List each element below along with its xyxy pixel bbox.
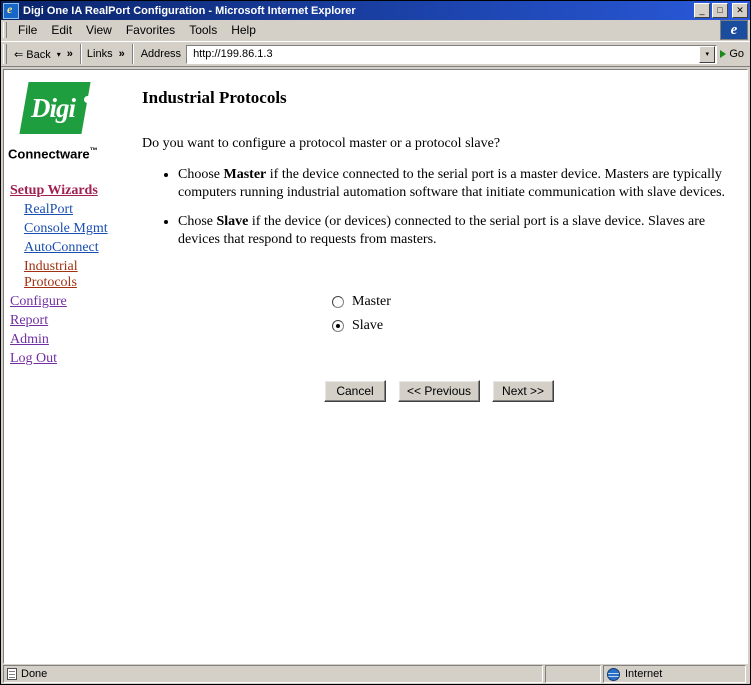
bullet-2-lead: Chose xyxy=(178,213,217,229)
menu-item-view[interactable]: View xyxy=(86,23,112,37)
protocol-role-radio-group xyxy=(142,294,733,334)
radio-master-label: Master xyxy=(352,293,391,309)
window-controls xyxy=(694,3,748,18)
go-button[interactable] xyxy=(718,48,750,60)
security-zone-pane xyxy=(603,665,746,683)
radio-option-slave[interactable] xyxy=(332,318,733,334)
list-item xyxy=(178,213,733,250)
wizard-buttons xyxy=(142,380,733,402)
bullet-1-rest: if the device connected to the serial port is a master device. Masters are typically computers running industrial automation software that initiate communication with slave devices. xyxy=(178,167,726,201)
back-button[interactable] xyxy=(10,46,55,63)
ie-logo-icon xyxy=(720,20,748,40)
document-icon xyxy=(7,668,17,680)
cancel-button[interactable]: Cancel xyxy=(324,380,386,402)
bullet-1-bold: Master xyxy=(223,167,267,182)
status-bar xyxy=(1,664,750,684)
radio-option-master[interactable] xyxy=(332,294,733,310)
toolbar-separator-2 xyxy=(132,44,134,64)
sidebar-item-autoconnect[interactable]: AutoConnect xyxy=(24,240,99,256)
go-arrow-icon xyxy=(720,50,726,58)
toolbar-overflow-chevron-icon[interactable]: » xyxy=(66,48,73,60)
toolbar-separator xyxy=(80,44,82,64)
page-title: Industrial Protocols xyxy=(142,88,287,107)
close-button[interactable]: ✕ xyxy=(732,3,748,18)
web-page xyxy=(3,69,748,664)
status-message: Done xyxy=(21,668,48,680)
sidebar-item-report[interactable]: Report xyxy=(10,313,49,329)
menu-item-tools[interactable]: Tools xyxy=(189,23,218,37)
address-label: Address xyxy=(137,48,186,60)
digi-logo xyxy=(24,82,94,140)
sidebar-item-setup-wizards[interactable]: Setup Wizards xyxy=(10,183,98,199)
title-bar xyxy=(1,1,750,20)
security-zone-label: Internet xyxy=(625,668,663,680)
brand-label: Connectware xyxy=(8,146,90,162)
explanation-list xyxy=(160,166,733,250)
menu-bar xyxy=(1,20,750,41)
sidebar-nav xyxy=(8,183,134,367)
list-item xyxy=(178,166,733,203)
menu-item-edit[interactable]: Edit xyxy=(51,23,73,37)
radio-slave-input[interactable] xyxy=(332,320,344,332)
next-button[interactable]: Next >> xyxy=(492,380,554,402)
bullet-2-bold: Slave xyxy=(216,213,249,229)
previous-button[interactable]: << Previous xyxy=(398,380,480,402)
status-message-pane xyxy=(3,665,543,683)
page-question: Do you want to configure a protocol master or a protocol slave? xyxy=(142,136,501,151)
sidebar-item-admin[interactable]: Admin xyxy=(10,332,49,348)
sidebar-item-log-out[interactable]: Log Out xyxy=(10,351,58,367)
logo-wordmark: Digi xyxy=(31,93,76,123)
sidebar-item-console-mgmt[interactable]: Console Mgmt xyxy=(24,221,108,237)
globe-icon xyxy=(607,668,620,681)
menu-grip[interactable] xyxy=(3,22,7,38)
back-button-label: Back xyxy=(26,48,51,61)
trademark-symbol: ™ xyxy=(89,146,98,155)
go-button-label: Go xyxy=(729,48,744,60)
minimize-button[interactable]: _ xyxy=(694,3,710,18)
radio-master-input[interactable] xyxy=(332,296,344,308)
menu-item-help[interactable]: Help xyxy=(231,23,256,37)
status-blank-pane xyxy=(545,665,601,683)
menu-item-file[interactable]: File xyxy=(18,23,38,37)
sidebar xyxy=(4,70,134,663)
menu-item-favorites[interactable]: Favorites xyxy=(125,23,176,37)
bullet-2-rest: if the device (or devices) connected to the serial port is a slave device. Slaves are devices that respond to requests from masters. xyxy=(178,213,706,248)
back-arrow-icon: ⇐ xyxy=(14,48,24,61)
radio-slave-label: Slave xyxy=(352,317,384,333)
address-dropdown-icon[interactable]: ▾ xyxy=(699,46,715,63)
ie-app-icon xyxy=(3,3,19,19)
address-input[interactable]: http://199.86.1.3 xyxy=(193,48,273,60)
main-content xyxy=(134,70,747,663)
window-title: Digi One IA RealPort Configuration - Microsoft Internet Explorer xyxy=(23,4,356,17)
address-toolbar xyxy=(1,41,750,67)
bullet-1-lead: Choose xyxy=(178,167,224,182)
links-button[interactable]: Links xyxy=(86,48,113,60)
address-bar[interactable] xyxy=(186,45,717,64)
sidebar-item-realport[interactable]: RealPort xyxy=(24,202,73,218)
content-wrapper xyxy=(1,67,750,664)
back-dropdown-icon[interactable]: ▾ xyxy=(56,49,61,59)
brand-name xyxy=(8,146,134,161)
sidebar-item-configure[interactable]: Configure xyxy=(10,294,67,310)
links-overflow-chevron-icon[interactable]: » xyxy=(118,48,125,60)
logo-dot-icon xyxy=(84,96,91,103)
sidebar-item-industrial-protocols[interactable]: Industrial Protocols xyxy=(24,259,78,291)
toolbar-grip[interactable] xyxy=(3,44,7,64)
maximize-button[interactable]: □ xyxy=(712,3,728,18)
